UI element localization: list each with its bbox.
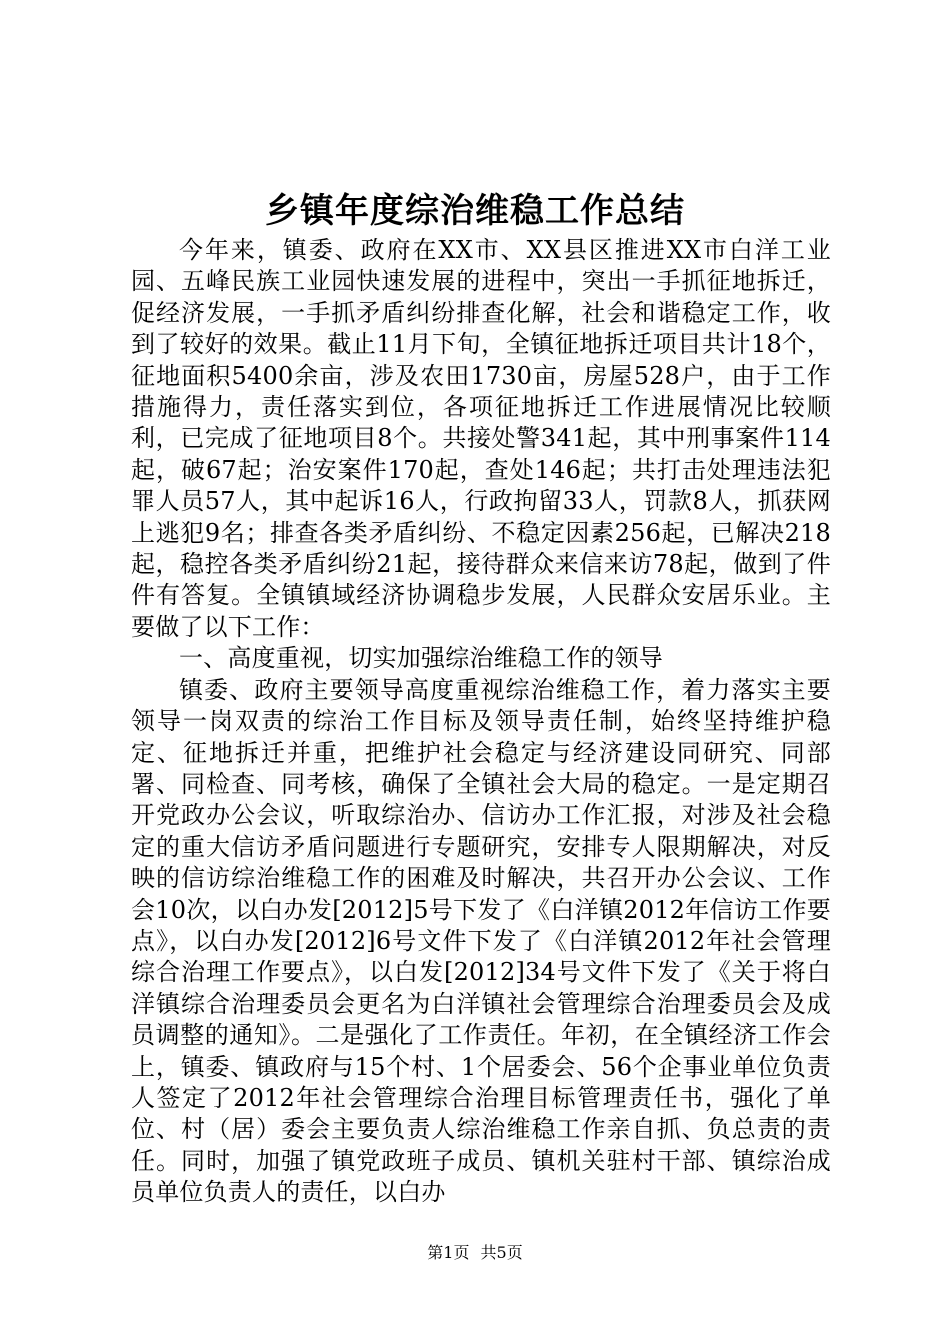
paragraph-section-1: 镇委、政府主要领导高度重视综治维稳工作，着力落实主要领导一岗双责的综治工作目标及领导责任制，始终坚持维护稳定、征地拆迁并重，把维护社会稳定与经济建设同研究、同部署、同检查、同考核，确保了全镇社会大局的稳定。一是定期召开党政办公会议，听取综治办、信访办工作汇报，对涉及社会稳定的重大信访矛盾问题进行专题研究，安排专人限期解决，对反映的信访综治维稳工作的困难及时解决，共召开办公会议、工作会10次，以白办发[2012]5号下发了《白洋镇2012年信访工作要点》，以白办发[2012]6号文件下发了《白洋镇2012年社会管理综合治理工作要点》，以白发[2012]34号文件下发了《关于将白洋镇综合治理委员会更名为白洋镇社会管理综合治理委员会及成员调整的通知》。二是强化了工作责任。年初，在全镇经济工作会上，镇委、镇政府与15个村、1个居委会、56个企事业单位负责人签定了2012年社会管理综合治理目标管理责任书，强化了单位、村（居）委会主要负责人综治维稳工作亲自抓、负总责的责任。同时，加强了镇党政班子成员、镇机关驻村干部、镇综治成员单位负责人的责任，以白办 <box>131 675 831 1207</box>
section-heading-1: 一、高度重视，切实加强综治维稳工作的领导 <box>179 644 663 673</box>
document-title: 乡镇年度综治维稳工作总结 <box>265 191 685 231</box>
page-footer <box>0 1243 950 1263</box>
page-total: 共5页 <box>480 1243 523 1262</box>
document-body <box>131 235 831 1209</box>
paragraph-intro: 今年来，镇委、政府在XX市、XX县区推进XX市白洋工业园、五峰民族工业园快速发展的进程中，突出一手抓征地拆迁，促经济发展，一手抓矛盾纠纷排查化解，社会和谐稳定工作，收到了较好的效果。截止11月下旬，全镇征地拆迁项目共计18个，征地面积5400余亩，涉及农田1730亩，房屋528户，由于工作措施得力，责任落实到位，各项征地拆迁工作进展情况比较顺利，已完成了征地项目8个。共接处警341起，其中刑事案件114起，破67起；治安案件170起，查处146起；共打击处理违法犯罪人员57人，其中起诉16人，行政拘留33人，罚款8人，抓获网上逃犯9名；排查各类矛盾纠纷、不稳定因素256起，已解决218起，稳控各类矛盾纠纷21起，接待群众来信来访78起，做到了件件有答复。全镇镇域经济协调稳步发展，人民群众安居乐业。主要做了以下工作： <box>131 236 831 641</box>
page-number: 第1页 <box>427 1243 470 1262</box>
